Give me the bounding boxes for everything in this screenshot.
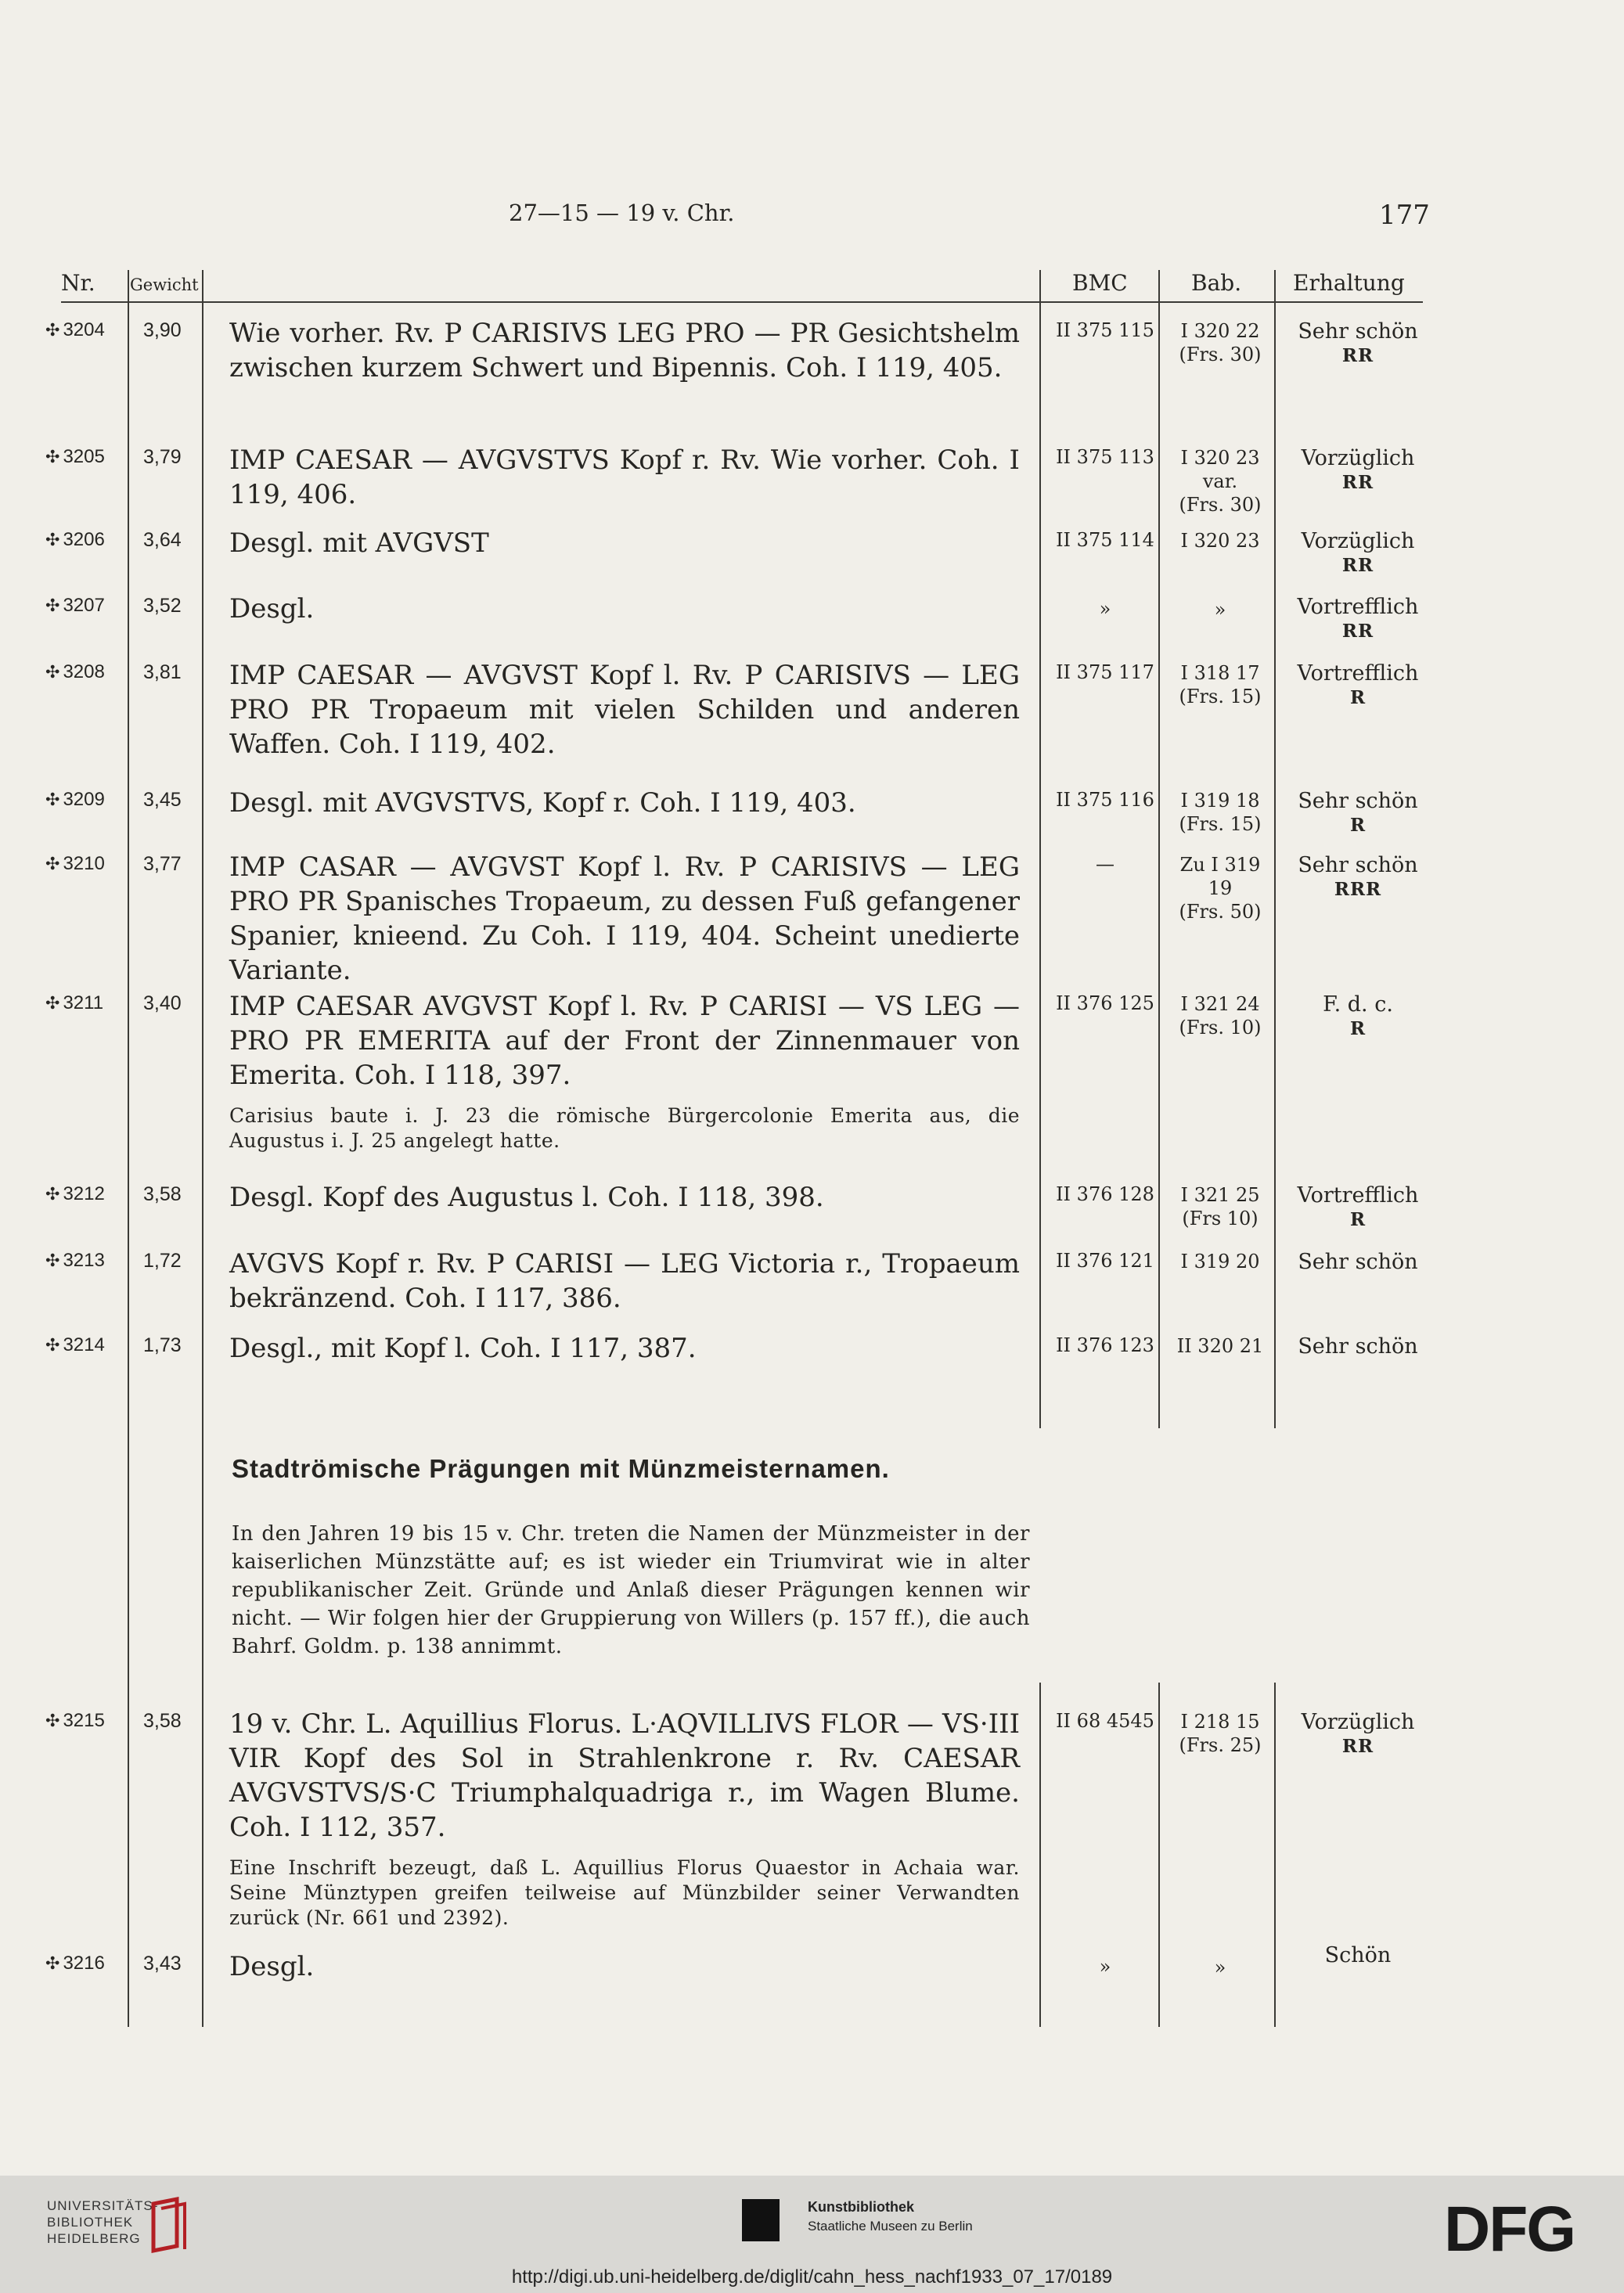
entry-number: ✣ 3206: [45, 529, 105, 550]
entry-weight: 3,52: [143, 595, 182, 617]
entry-bab: »: [1214, 1956, 1226, 1978]
entry-number: ✣ 3212: [45, 1183, 105, 1204]
running-header: 27—15 — 19 v. Chr.: [509, 200, 735, 226]
entry-number: ✣ 3207: [45, 595, 105, 616]
column-header-nr: Nr.: [61, 270, 95, 296]
entry-bab: I 218 15 (Frs. 25): [1179, 1711, 1262, 1756]
section-intro: In den Jahren 19 bis 15 v. Chr. treten die Namen der Münzmeister in der kaiserlichen Münzstätte auf; es ist wieder ein Triumvirat wie in alter republikanischer Zeit. Gründe und Anlaß dieser Prägungen kennen wir nicht. — Wir folgen hier der Gruppierung von Willers (p. 157 ff.), die auch Bahrf. Goldm. p. 138 annimmt.: [232, 1522, 1030, 1658]
entry-bmc: —: [1096, 853, 1114, 875]
entry-weight: 3,77: [143, 853, 182, 875]
entry-note: Carisius baute i. J. 23 die römische Bürgercolonie Emerita aus, die Augustus i. J. 25 angelegt hatte.: [229, 1104, 1020, 1152]
dfg-logo[interactable]: DFG: [1444, 2194, 1575, 2265]
rarity: RRR: [1334, 879, 1382, 900]
coin-icon: ✣: [45, 854, 60, 873]
entry-description: IMP CAESAR AVGVST Kopf l. Rv. P CARISI — VS LEG — PRO PR EMERITA auf der Front der Zinnenmauer von Emerita. Coh. I 118, 397. Carisius baute i. J. 23 die römische Bürgercolonie Emerita aus, die Augustus i. J. 25 angelegt hatte.: [229, 991, 1020, 1152]
entry-note: Eine Inschrift bezeugt, daß L. Aquillius Florus Quaestor in Achaia war. Seine Münztypen greifen teilweise auf Münzbilder seiner Verwandten zurück (Nr. 661 und 2392).: [229, 1856, 1020, 1929]
entry-bab: »: [1214, 599, 1226, 621]
entry-erhaltung: Sehr schön RR: [1276, 319, 1440, 368]
entry-description: Desgl.: [229, 593, 315, 625]
coin-icon: ✣: [45, 320, 60, 340]
coin-icon: ✣: [45, 1335, 60, 1355]
coin-icon: ✣: [45, 596, 60, 615]
entry-erhaltung: Vortrefflich R: [1276, 661, 1440, 710]
entry-bmc: II 375 114: [1056, 529, 1154, 551]
entry-description: Desgl.: [229, 1951, 315, 1982]
rarity: R: [1349, 687, 1367, 708]
rarity: R: [1349, 1018, 1367, 1039]
entry-number: ✣ 3205: [45, 446, 105, 467]
entry-erhaltung: Vorzüglich RR: [1276, 446, 1440, 495]
entry-weight: 3,40: [143, 992, 182, 1014]
column-header-bab: Bab.: [1191, 270, 1242, 296]
column-rule: [202, 270, 203, 2027]
entry-description: Desgl. Kopf des Augustus l. Coh. I 118, 398.: [229, 1182, 824, 1213]
entry-bmc: II 376 125: [1056, 992, 1154, 1014]
entry-number: ✣ 3213: [45, 1250, 105, 1271]
entry-weight: 3,58: [143, 1710, 182, 1732]
coin-icon: ✣: [45, 1184, 60, 1204]
entry-weight: 3,43: [143, 1953, 182, 1974]
entry-number: ✣ 3214: [45, 1334, 105, 1355]
entry-description: IMP CAESAR — AVGVST Kopf l. Rv. P CARISIVS — LEG PRO PR Tropaeum mit vielen Schilden und anderen Waffen. Coh. I 119, 402.: [229, 660, 1020, 760]
entry-erhaltung: Sehr schön RRR: [1276, 853, 1440, 902]
entry-bmc: »: [1099, 1956, 1111, 1978]
entry-erhaltung: Sehr schön: [1298, 1334, 1418, 1359]
entry-weight: 3,81: [143, 661, 182, 683]
entry-bab: I 320 22 (Frs. 30): [1179, 320, 1262, 365]
entry-erhaltung: Vorzüglich RR: [1276, 1710, 1440, 1758]
column-header-erhaltung: Erhaltung: [1293, 270, 1405, 296]
coin-icon: ✣: [45, 530, 60, 549]
entry-erhaltung: F. d. c. R: [1276, 992, 1440, 1041]
coin-icon: ✣: [45, 447, 60, 466]
coin-icon: ✣: [45, 662, 60, 682]
entry-description: Desgl., mit Kopf l. Coh. I 117, 387.: [229, 1333, 697, 1364]
entry-description: IMP CASAR — AVGVST Kopf l. Rv. P CARISIVS — LEG PRO PR Spanisches Tropaeum, zu dessen Fuß gefangener Spanier, knieend. Zu Coh. I 119, 404. Scheint unedierte Variante.: [229, 851, 1020, 986]
entry-description: AVGVS Kopf r. Rv. P CARISI — LEG Victoria r., Tropaeum bekränzend. Coh. I 117, 386.: [229, 1248, 1020, 1314]
entry-description: Desgl. mit AVGVSTVS, Kopf r. Coh. I 119, 403.: [229, 787, 856, 819]
column-rule: [1039, 1683, 1041, 2027]
entry-bab: I 320 23: [1180, 530, 1260, 552]
entry-bab: I 321 24 (Frs. 10): [1179, 993, 1262, 1039]
entry-erhaltung: Sehr schön: [1298, 1250, 1418, 1274]
entry-bab: I 319 18 (Frs. 15): [1179, 790, 1262, 835]
entry-number: ✣ 3210: [45, 853, 105, 874]
coin-icon: ✣: [45, 1953, 60, 1973]
entry-number: ✣ 3209: [45, 789, 105, 810]
entry-bab: I 321 25 (Frs 10): [1180, 1184, 1260, 1229]
entry-bmc: II 376 128: [1056, 1183, 1154, 1205]
entry-weight: 3,45: [143, 789, 182, 811]
ub-heidelberg-logo[interactable]: UNIVERSITÄTS- BIBLIOTHEK HEIDELBERG: [47, 2198, 159, 2246]
entry-description: 19 v. Chr. L. Aquillius Florus. L·AQVILLIVS FLOR — VS·III VIR Kopf des Sol in Strahlenkrone r. Rv. CAESAR AVGVSTVS/S·C Triumphalquadriga r., im Wagen Blume. Coh. I 112, 357. Eine Inschrift bezeugt, daß L. Aquillius Florus Quaestor in Achaia war. Seine Münztypen greifen teilweise auf Münzbilder seiner Verwandten zurück (Nr. 661 und 2392).: [229, 1708, 1020, 1929]
entry-bab: I 319 20: [1180, 1251, 1260, 1272]
entry-weight: 3,58: [143, 1183, 182, 1205]
ub-heidelberg-icon: [149, 2196, 193, 2254]
entry-number: ✣ 3211: [45, 992, 104, 1013]
entry-bab: Zu I 319 19 (Frs. 50): [1179, 854, 1262, 923]
rarity: RR: [1341, 345, 1374, 366]
entry-weight: 3,64: [143, 529, 182, 551]
page-number: 177: [1379, 200, 1430, 231]
coin-icon: ✣: [45, 1711, 60, 1730]
entry-bab: I 320 23 var. (Frs. 30): [1179, 447, 1262, 516]
entry-weight: 1,73: [143, 1334, 182, 1356]
rarity: RR: [1341, 472, 1374, 493]
permalink-url[interactable]: http://digi.ub.uni-heidelberg.de/diglit/cahn_hess_nachf1933_07_17/0189: [511, 2266, 1113, 2288]
section-heading: Stadtrömische Prägungen mit Münzmeisternamen.: [232, 1454, 890, 1483]
entry-bmc: II 376 121: [1056, 1250, 1154, 1272]
entry-weight: 3,90: [143, 319, 182, 341]
entry-erhaltung: Vorzüglich RR: [1276, 529, 1440, 578]
rarity: R: [1349, 1209, 1367, 1230]
entry-number: ✣ 3204: [45, 319, 105, 340]
entry-erhaltung: Schön: [1324, 1943, 1392, 1967]
entry-erhaltung: Vortrefflich R: [1276, 1183, 1440, 1232]
kunstbibliothek-icon: [742, 2199, 780, 2241]
column-rule: [128, 270, 129, 2027]
entry-bmc: II 376 123: [1056, 1334, 1154, 1356]
entry-description: Desgl. mit AVGVST: [229, 527, 489, 559]
rarity: RR: [1341, 621, 1374, 642]
entry-bmc: II 375 117: [1056, 661, 1154, 683]
column-header-gewicht: Gewicht: [130, 275, 199, 294]
entry-number: ✣ 3208: [45, 661, 105, 682]
entry-weight: 3,79: [143, 446, 182, 468]
column-rule: [1039, 270, 1041, 1428]
coin-icon: ✣: [45, 790, 60, 809]
rarity: R: [1349, 815, 1367, 836]
rarity: RR: [1341, 555, 1374, 576]
coin-icon: ✣: [45, 1251, 60, 1270]
entry-description: IMP CAESAR — AVGVSTVS Kopf r. Rv. Wie vorher. Coh. I 119, 406.: [229, 445, 1020, 510]
entry-bab: I 318 17 (Frs. 15): [1179, 662, 1262, 707]
entry-bab: II 320 21: [1176, 1335, 1264, 1357]
entry-description: Wie vorher. Rv. P CARISIVS LEG PRO — PR Gesichtshelm zwischen kurzem Schwert und Bipennis. Coh. I 119, 405.: [229, 318, 1020, 383]
entry-bmc: II 68 4545: [1056, 1710, 1154, 1732]
entry-bmc: »: [1099, 598, 1111, 620]
entry-erhaltung: Vortrefflich RR: [1276, 595, 1440, 643]
entry-erhaltung: Sehr schön R: [1276, 789, 1440, 837]
rarity: RR: [1341, 1736, 1374, 1757]
coin-icon: ✣: [45, 993, 60, 1013]
entry-number: ✣ 3215: [45, 1710, 105, 1731]
entry-bmc: II 375 116: [1056, 789, 1154, 811]
kunstbibliothek-logo[interactable]: Kunstbibliothek Staatliche Museen zu Berlin: [808, 2199, 973, 2234]
entry-weight: 1,72: [143, 1250, 182, 1272]
entry-bmc: II 375 115: [1056, 319, 1154, 341]
entry-number: ✣ 3216: [45, 1953, 105, 1974]
column-header-bmc: BMC: [1072, 270, 1128, 296]
header-rule: [61, 301, 1423, 303]
entry-bmc: II 375 113: [1056, 446, 1154, 468]
